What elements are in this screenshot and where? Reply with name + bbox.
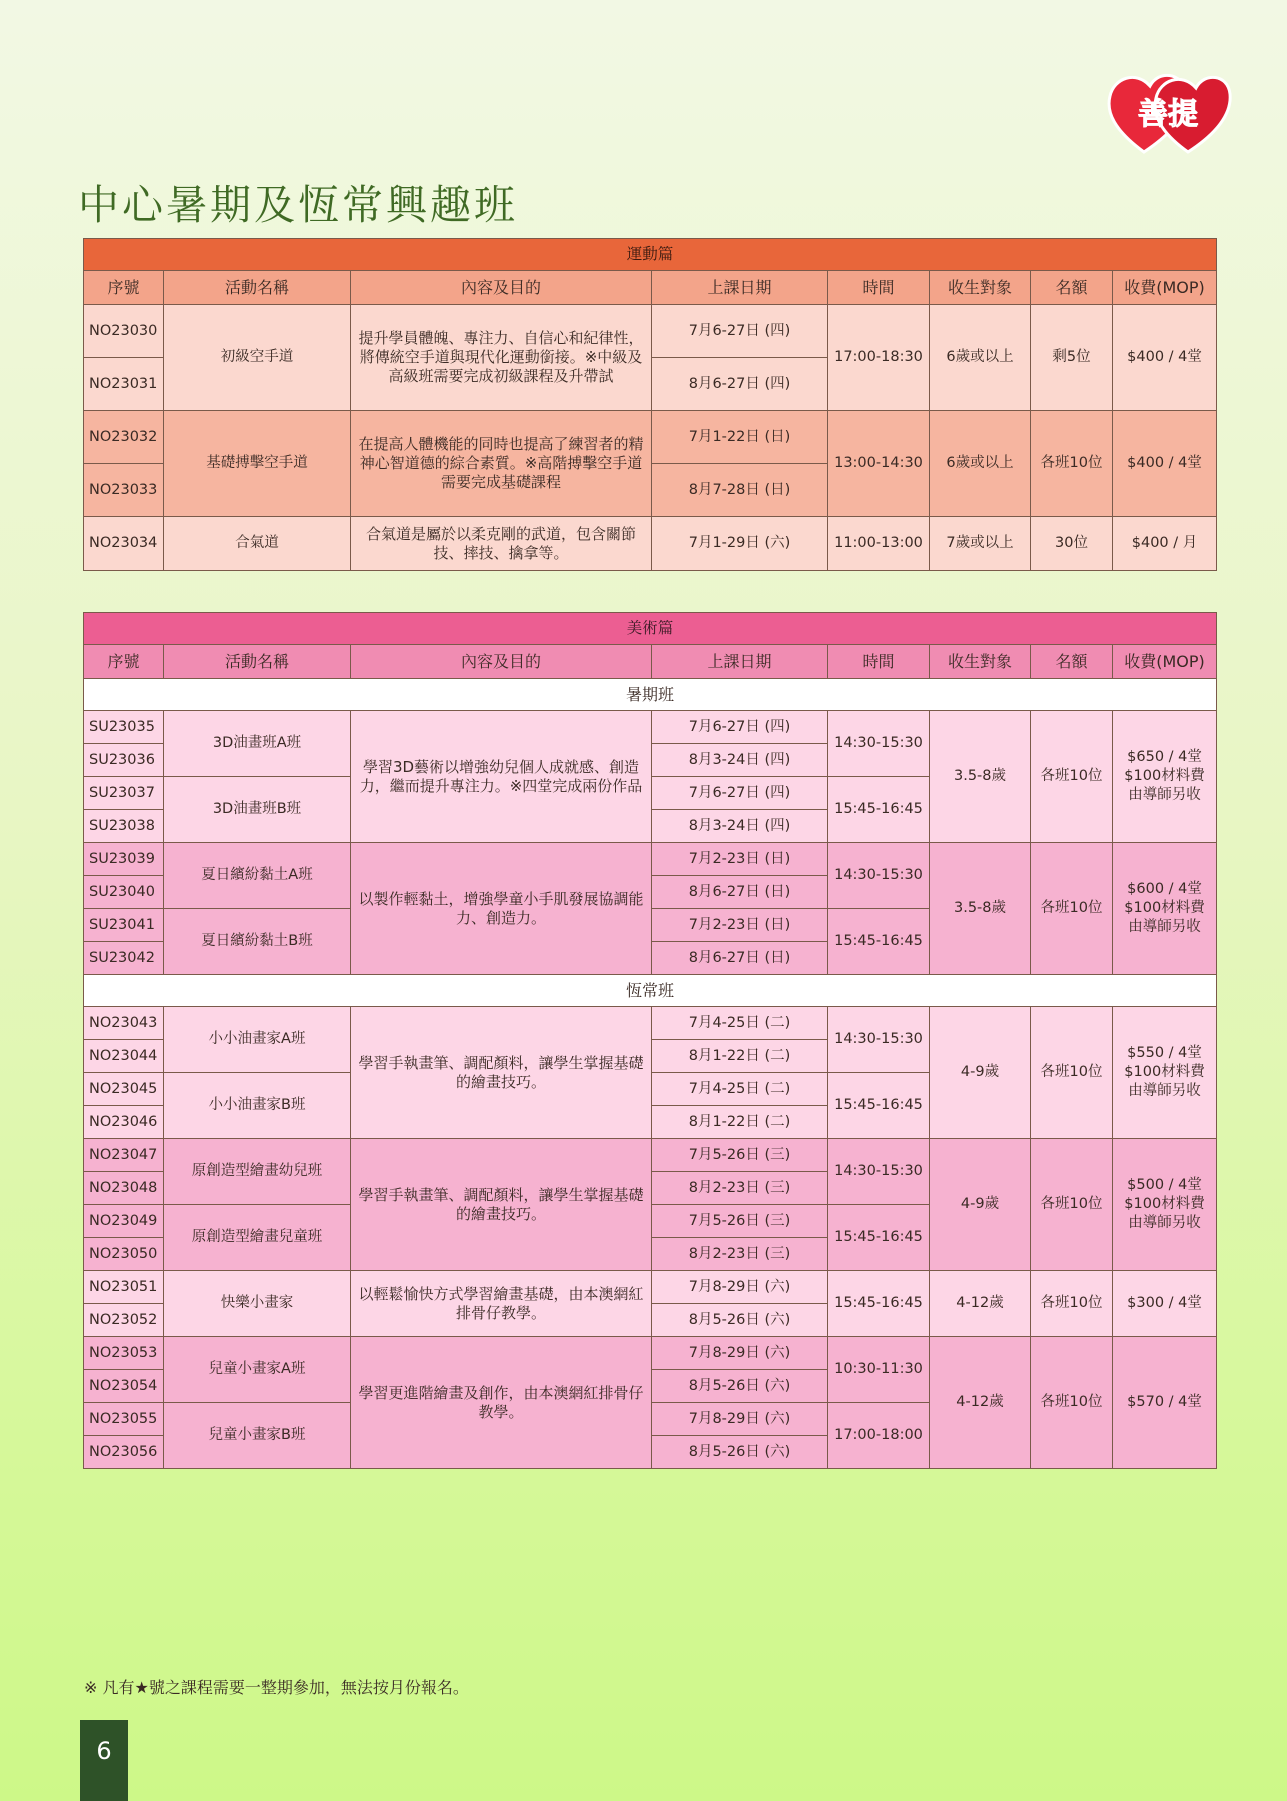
course-time: 15:45-16:45	[828, 777, 930, 843]
course-date: 8月1-22日 (二)	[652, 1106, 828, 1139]
course-name: 基礎搏擊空手道	[164, 411, 351, 517]
course-id: NO23056	[84, 1436, 164, 1469]
course-date: 7月6-27日 (四)	[652, 711, 828, 744]
section-label-summer: 暑期班	[84, 679, 1217, 711]
course-id: NO23030	[84, 305, 164, 358]
course-quota: 各班10位	[1031, 1139, 1113, 1271]
course-description: 學習3D藝術以增強幼兒個人成就感、創造力，繼而提升專注力。※四堂完成兩份作品	[351, 711, 652, 843]
course-quota: 各班10位	[1031, 843, 1113, 975]
course-time: 14:30-15:30	[828, 1007, 930, 1073]
course-date: 7月2-23日 (日)	[652, 843, 828, 876]
course-time: 17:00-18:00	[828, 1403, 930, 1469]
col-header: 序號	[84, 645, 164, 679]
course-id: NO23052	[84, 1304, 164, 1337]
col-header: 內容及目的	[351, 271, 652, 305]
course-name: 快樂小畫家	[164, 1271, 351, 1337]
brand-logo	[1104, 60, 1232, 160]
course-quota: 各班10位	[1031, 711, 1113, 843]
course-id: NO23043	[84, 1007, 164, 1040]
course-quota: 各班10位	[1031, 1271, 1113, 1337]
course-age: 7歲或以上	[930, 517, 1031, 571]
course-id: NO23051	[84, 1271, 164, 1304]
course-quota: 各班10位	[1031, 1007, 1113, 1139]
course-time: 10:30-11:30	[828, 1337, 930, 1403]
course-fee: $550 / 4堂 $100材料費 由導師另收	[1113, 1007, 1217, 1139]
course-id: NO23055	[84, 1403, 164, 1436]
course-id: NO23048	[84, 1172, 164, 1205]
course-name: 兒童小畫家A班	[164, 1337, 351, 1403]
course-age: 4-12歲	[930, 1271, 1031, 1337]
course-time: 15:45-16:45	[828, 1073, 930, 1139]
course-date: 8月3-24日 (四)	[652, 810, 828, 843]
course-description: 學習更進階繪畫及創作，由本澳網紅排骨仔教學。	[351, 1337, 652, 1469]
course-id: NO23032	[84, 411, 164, 464]
course-time: 14:30-15:30	[828, 1139, 930, 1205]
course-date: 7月8-29日 (六)	[652, 1403, 828, 1436]
course-name: 小小油畫家A班	[164, 1007, 351, 1073]
course-fee: $600 / 4堂 $100材料費 由導師另收	[1113, 843, 1217, 975]
course-fee: $400 / 4堂	[1113, 305, 1217, 411]
course-age: 6歲或以上	[930, 305, 1031, 411]
course-date: 7月1-29日 (六)	[652, 517, 828, 571]
course-id: NO23050	[84, 1238, 164, 1271]
course-name: 夏日繽紛黏土B班	[164, 909, 351, 975]
page-title: 中心暑期及恆常興趣班	[78, 181, 518, 229]
col-header: 上課日期	[652, 645, 828, 679]
col-header: 上課日期	[652, 271, 828, 305]
course-date: 7月2-23日 (日)	[652, 909, 828, 942]
footnote: ※ 凡有★號之課程需要一整期參加，無法按月份報名。	[84, 1678, 469, 1697]
course-date: 7月6-27日 (四)	[652, 777, 828, 810]
course-quota: 各班10位	[1031, 411, 1113, 517]
course-date: 8月6-27日 (日)	[652, 942, 828, 975]
art-table	[83, 612, 1217, 1469]
course-date: 7月5-26日 (三)	[652, 1205, 828, 1238]
course-date: 7月5-26日 (三)	[652, 1139, 828, 1172]
section-label-regular: 恆常班	[84, 975, 1217, 1007]
course-time: 14:30-15:30	[828, 843, 930, 909]
course-name: 3D油畫班A班	[164, 711, 351, 777]
course-name: 原創造型繪畫幼兒班	[164, 1139, 351, 1205]
course-quota: 各班10位	[1031, 1337, 1113, 1469]
col-header: 時間	[828, 271, 930, 305]
course-age: 3.5-8歲	[930, 711, 1031, 843]
course-description: 合氣道是屬於以柔克剛的武道，包含關節技、摔技、擒拿等。	[351, 517, 652, 571]
course-id: NO23046	[84, 1106, 164, 1139]
course-date: 7月6-27日 (四)	[652, 305, 828, 358]
course-age: 3.5-8歲	[930, 843, 1031, 975]
course-description: 學習手執畫筆、調配顏料，讓學生掌握基礎的繪畫技巧。	[351, 1007, 652, 1139]
col-header: 活動名稱	[164, 645, 351, 679]
course-quota: 剩5位	[1031, 305, 1113, 411]
course-name: 兒童小畫家B班	[164, 1403, 351, 1469]
course-age: 6歲或以上	[930, 411, 1031, 517]
course-name: 小小油畫家B班	[164, 1073, 351, 1139]
course-id: NO23033	[84, 464, 164, 517]
course-id: SU23038	[84, 810, 164, 843]
course-date: 8月6-27日 (四)	[652, 358, 828, 411]
course-date: 8月6-27日 (日)	[652, 876, 828, 909]
col-header: 名額	[1031, 645, 1113, 679]
col-header: 收生對象	[930, 645, 1031, 679]
course-id: NO23054	[84, 1370, 164, 1403]
course-date: 8月3-24日 (四)	[652, 744, 828, 777]
course-date: 8月1-22日 (二)	[652, 1040, 828, 1073]
page-number: 6	[80, 1720, 128, 1801]
course-fee: $650 / 4堂 $100材料費 由導師另收	[1113, 711, 1217, 843]
course-date: 8月5-26日 (六)	[652, 1436, 828, 1469]
course-date: 7月4-25日 (二)	[652, 1073, 828, 1106]
course-name: 3D油畫班B班	[164, 777, 351, 843]
course-time: 14:30-15:30	[828, 711, 930, 777]
course-id: SU23040	[84, 876, 164, 909]
course-id: SU23042	[84, 942, 164, 975]
table-caption: 美術篇	[84, 613, 1217, 645]
course-id: SU23036	[84, 744, 164, 777]
sports-table	[83, 238, 1217, 571]
course-time: 15:45-16:45	[828, 909, 930, 975]
course-date: 7月1-22日 (日)	[652, 411, 828, 464]
col-header: 收費(MOP)	[1113, 271, 1217, 305]
course-date: 8月2-23日 (三)	[652, 1238, 828, 1271]
course-date: 7月4-25日 (二)	[652, 1007, 828, 1040]
course-fee: $570 / 4堂	[1113, 1337, 1217, 1469]
course-id: NO23044	[84, 1040, 164, 1073]
course-id: NO23047	[84, 1139, 164, 1172]
col-header: 收費(MOP)	[1113, 645, 1217, 679]
course-date: 8月5-26日 (六)	[652, 1304, 828, 1337]
course-date: 8月5-26日 (六)	[652, 1370, 828, 1403]
course-name: 原創造型繪畫兒童班	[164, 1205, 351, 1271]
course-id: NO23034	[84, 517, 164, 571]
course-description: 以輕鬆愉快方式學習繪畫基礎，由本澳網紅排骨仔教學。	[351, 1271, 652, 1337]
col-header: 時間	[828, 645, 930, 679]
course-fee: $500 / 4堂 $100材料費 由導師另收	[1113, 1139, 1217, 1271]
course-id: NO23045	[84, 1073, 164, 1106]
col-header: 內容及目的	[351, 645, 652, 679]
course-date: 8月2-23日 (三)	[652, 1172, 828, 1205]
course-id: SU23037	[84, 777, 164, 810]
course-description: 以製作輕黏土，增強學童小手肌發展協調能力、創造力。	[351, 843, 652, 975]
course-id: NO23053	[84, 1337, 164, 1370]
course-time: 17:00-18:30	[828, 305, 930, 411]
course-description: 在提高人體機能的同時也提高了練習者的精神心智道德的綜合素質。※高階搏擊空手道需要完成基礎課程	[351, 411, 652, 517]
course-name: 合氣道	[164, 517, 351, 571]
course-name: 初級空手道	[164, 305, 351, 411]
course-name: 夏日繽紛黏土A班	[164, 843, 351, 909]
course-id: SU23035	[84, 711, 164, 744]
course-time: 13:00-14:30	[828, 411, 930, 517]
col-header: 活動名稱	[164, 271, 351, 305]
course-id: NO23031	[84, 358, 164, 411]
course-fee: $400 / 月	[1113, 517, 1217, 571]
svg-text:善提: 善提	[1138, 97, 1198, 132]
col-header: 名額	[1031, 271, 1113, 305]
course-date: 7月8-29日 (六)	[652, 1337, 828, 1370]
course-time: 11:00-13:00	[828, 517, 930, 571]
course-time: 15:45-16:45	[828, 1271, 930, 1337]
course-age: 4-9歲	[930, 1007, 1031, 1139]
table-caption: 運動篇	[84, 239, 1217, 271]
course-description: 提升學員體魄、專注力、自信心和紀律性，將傳統空手道與現代化運動銜接。※中級及高級班需要完成初級課程及升帶試	[351, 305, 652, 411]
course-age: 4-9歲	[930, 1139, 1031, 1271]
course-date: 8月7-28日 (日)	[652, 464, 828, 517]
course-age: 4-12歲	[930, 1337, 1031, 1469]
course-id: SU23039	[84, 843, 164, 876]
course-fee: $300 / 4堂	[1113, 1271, 1217, 1337]
col-header: 收生對象	[930, 271, 1031, 305]
course-id: SU23041	[84, 909, 164, 942]
course-date: 7月8-29日 (六)	[652, 1271, 828, 1304]
col-header: 序號	[84, 271, 164, 305]
course-fee: $400 / 4堂	[1113, 411, 1217, 517]
course-id: NO23049	[84, 1205, 164, 1238]
course-time: 15:45-16:45	[828, 1205, 930, 1271]
course-description: 學習手執畫筆、調配顏料，讓學生掌握基礎的繪畫技巧。	[351, 1139, 652, 1271]
course-quota: 30位	[1031, 517, 1113, 571]
